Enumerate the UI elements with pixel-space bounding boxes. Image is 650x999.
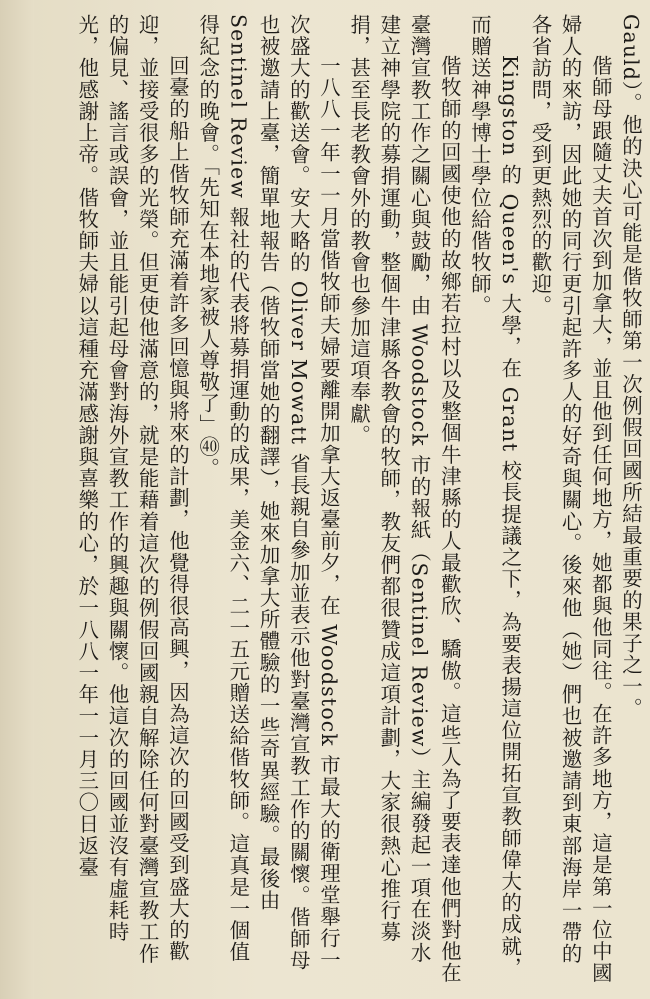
paragraph-2: 偕師母跟隨丈夫首次到加拿大，並且他到任何地方，她都與他同往。在許多地方，這是第一位中國婦人的來訪，因此她的同行更引起許多人的好奇與關心。後來他（她）們也被邀請到東部海岸一帶的各省訪問，受到更熱烈的歡迎。 (528, 14, 613, 984)
page-margin (0, 0, 34, 999)
vertical-text-body (42, 14, 646, 984)
paragraph-4: 偕牧師的回國使他的故鄉若拉村以及整個牛津縣的人最歡欣、驕傲。這些人為了要表達他們對他在臺灣宣教工作之關心與鼓勵，由 Woodstock 市的報紙（Sentinel Review）主編發起一項在淡水建立神學院的募捐運動，整個牛津縣各教會的牧師，教友們都很贊成這項計劃，大家很熱心推行募捐，甚至長老教會外的教會也參加這項奉獻。 (347, 14, 462, 984)
paragraph-1: Gauld）。他的決心可能是偕牧師第一次例假回國所結最重要的果子之一。 (619, 14, 643, 719)
paragraph-6: 回臺的船上偕牧師充滿着許多回憶與將來的計劃，他覺得很高興，因為這次的回國受到盛大的歡迎，並接受很多的光榮。但更使他滿意的，就是能藉着這次的例假回國親自解除任何對臺灣宣教工作的偏見、謠言或誤會，並且能引起母會對海外宣教工作的興趣與關懷。他這次的回國並沒有虛耗時光，他感謝上帝。偕牧師夫婦以這種充滿感謝與喜樂的心，於一八八一年一一月三〇日返臺 (75, 14, 190, 965)
paragraph-3: Kingston 的 Queen's 大學，在 Grant 校長提議之下，為要表揚這位開拓宣教師偉大的成就，而贈送神學博士學位給偕牧師。 (467, 14, 523, 979)
paragraph-5: 一八八一年一一月當偕牧師夫婦要離開加拿大返臺前夕，在 Woodstock 市最大的衛理堂舉行一次盛大的歡送會。安大略的 Oliver Mowatt 省長親自參加並表示他對臺灣宣教工作的關懷。偕師母也被邀請上臺，簡單地報告（偕牧師當她的翻譯），她來加拿大所體驗的一些奇異經驗。最後由 Sentinel Review 報社的代表將募捐運動的成果，美金六、二一五元贈送給偕牧師。這真是一個值得紀念的晚會。「先知在本地家被人尊敬了」㊵。 (196, 14, 341, 972)
